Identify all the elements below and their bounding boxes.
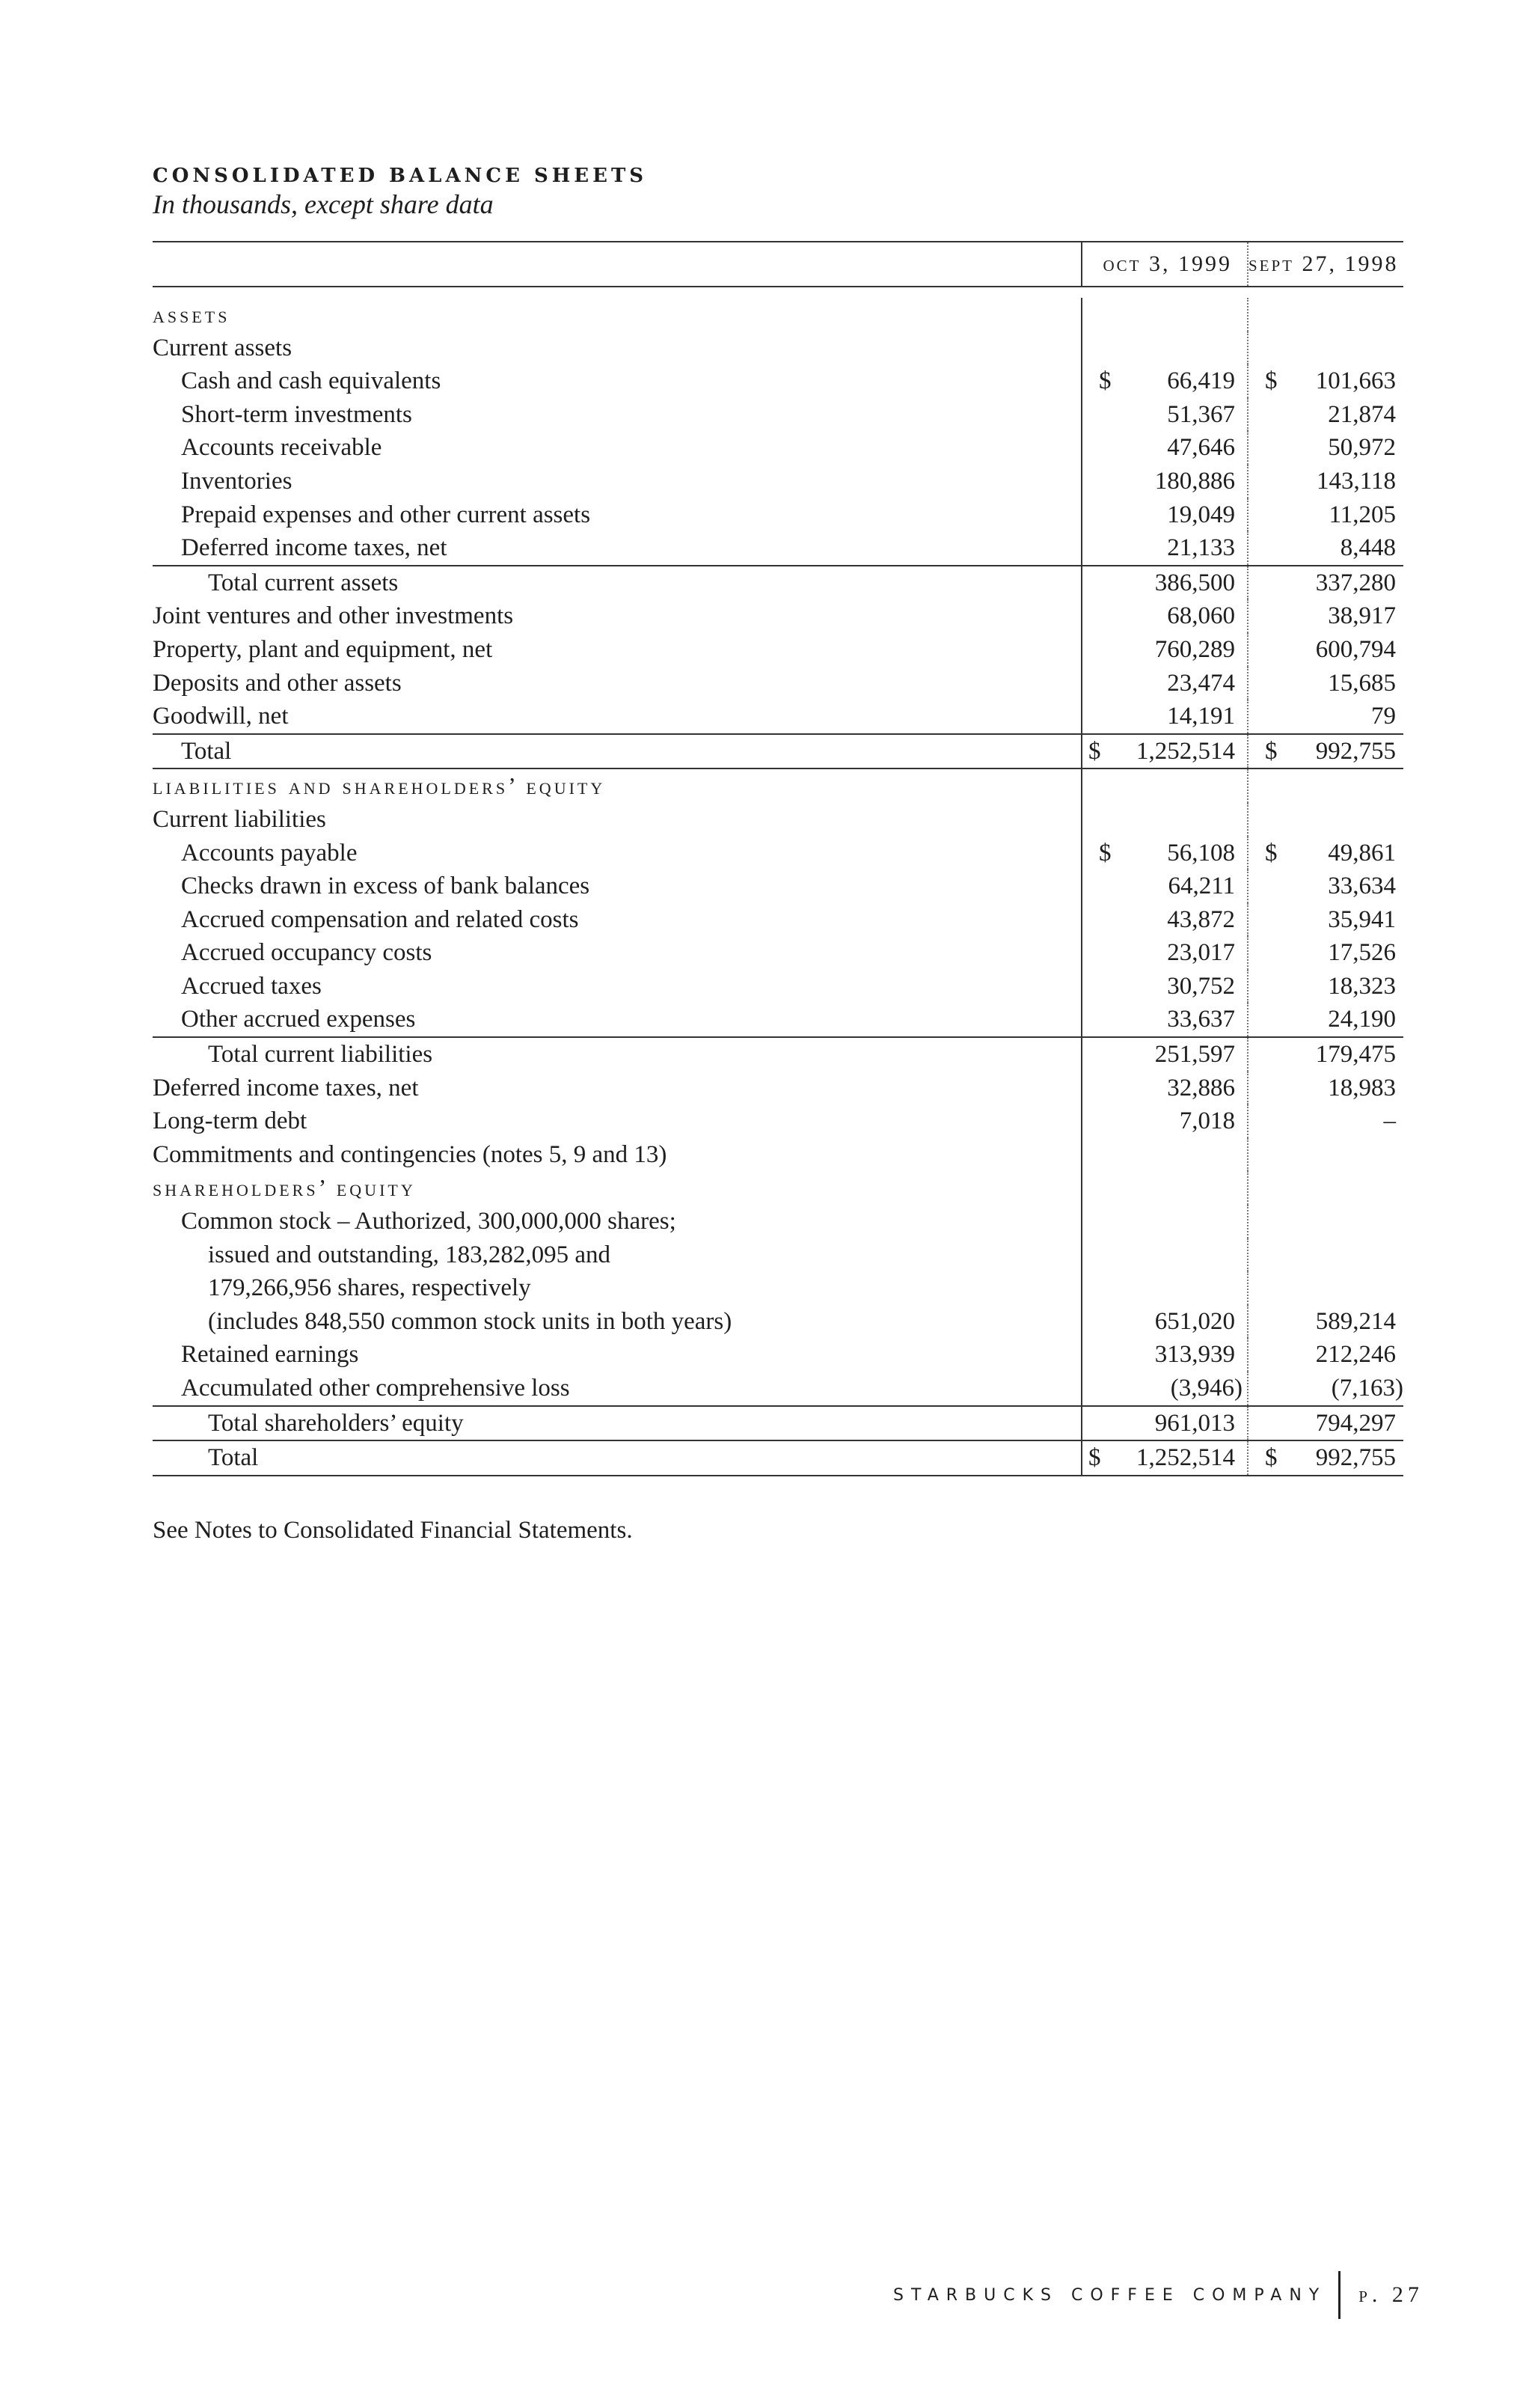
current-liabilities-label: Current liabilities bbox=[153, 805, 326, 833]
table-row: Deferred income taxes, net 21,133 8,448 bbox=[153, 531, 1403, 566]
table-row: Accounts payable $ 56,108 $ 49,861 bbox=[153, 837, 1403, 870]
balance-sheet-table bbox=[153, 241, 1403, 1476]
column-header-1999: oct 3, 1999 bbox=[1082, 242, 1248, 287]
subtotal-row: Total current assets 386,500 337,280 bbox=[153, 566, 1403, 600]
table-row: Accounts receivable 47,646 50,972 bbox=[153, 431, 1403, 465]
footnote: See Notes to Consolidated Financial Statements. bbox=[153, 1517, 633, 1544]
subheading-row bbox=[153, 803, 1403, 837]
table-row: Short-term investments 51,367 21,874 bbox=[153, 398, 1403, 432]
column-header-1998: sept 27, 1998 bbox=[1248, 242, 1403, 287]
current-assets-label: Current assets bbox=[153, 334, 292, 361]
table-row: Deposits and other assets 23,474 15,685 bbox=[153, 667, 1403, 700]
table-row: Common stock – Authorized, 300,000,000 shares; bbox=[153, 1205, 1403, 1238]
liabilities-heading: liabilities and shareholders’ equity bbox=[153, 772, 606, 800]
header-blank bbox=[153, 242, 1082, 287]
total-liabilities-equity-row: Total $ 1,252,514 $ 992,755 bbox=[153, 1440, 1403, 1476]
table-row: (includes 848,550 common stock units in both years) 651,020 589,214 bbox=[153, 1305, 1403, 1339]
page-footer bbox=[893, 2271, 1424, 2319]
table-row: Inventories 180,886 143,118 bbox=[153, 465, 1403, 498]
subtotal-row: Total current liabilities 251,597 179,475 bbox=[153, 1037, 1403, 1072]
table-row: Accrued taxes 30,752 18,323 bbox=[153, 970, 1403, 1003]
section-heading-row bbox=[153, 298, 1403, 331]
table-row: Cash and cash equivalents $ 66,419 $ 101,663 bbox=[153, 364, 1403, 398]
section-heading-row bbox=[153, 1171, 1403, 1205]
table-row: Goodwill, net 14,191 79 bbox=[153, 700, 1403, 734]
page-number: p. 27 bbox=[1358, 2282, 1424, 2307]
table-row: Other accrued expenses 33,637 24,190 bbox=[153, 1003, 1403, 1037]
table-row: Joint ventures and other investments 68,060 38,917 bbox=[153, 599, 1403, 633]
table-row: Prepaid expenses and other current assets 19,049 11,205 bbox=[153, 498, 1403, 532]
equity-heading: shareholders’ equity bbox=[153, 1174, 416, 1202]
section-heading-row bbox=[153, 768, 1403, 803]
subtotal-row: Total shareholders’ equity 961,013 794,297 bbox=[153, 1406, 1403, 1441]
table-row: issued and outstanding, 183,282,095 and bbox=[153, 1238, 1403, 1272]
footer-company: STARBUCKS COFFEE COMPANY bbox=[893, 2285, 1327, 2305]
table-row: Long-term debt 7,018 – bbox=[153, 1104, 1403, 1138]
column-header-row bbox=[153, 242, 1403, 287]
statement-title: CONSOLIDATED BALANCE SHEETS bbox=[153, 165, 648, 187]
table-row: Accrued occupancy costs 23,017 17,526 bbox=[153, 936, 1403, 970]
table-row: Accrued compensation and related costs 43,872 35,941 bbox=[153, 903, 1403, 937]
total-assets-row: Total $ 1,252,514 $ 992,755 bbox=[153, 734, 1403, 769]
statement-subtitle: In thousands, except share data bbox=[153, 189, 494, 219]
table-row: 179,266,956 shares, respectively bbox=[153, 1271, 1403, 1305]
table-row: Commitments and contingencies (notes 5, 9 and 13) bbox=[153, 1138, 1403, 1172]
table-row: Retained earnings 313,939 212,246 bbox=[153, 1338, 1403, 1372]
footer-divider bbox=[1338, 2271, 1340, 2319]
subheading-row bbox=[153, 331, 1403, 365]
table-row: Accumulated other comprehensive loss (3,946) (7,163) bbox=[153, 1372, 1403, 1406]
table-row: Property, plant and equipment, net 760,289 600,794 bbox=[153, 633, 1403, 667]
table-row: Deferred income taxes, net 32,886 18,983 bbox=[153, 1072, 1403, 1105]
table-row: Checks drawn in excess of bank balances 64,211 33,634 bbox=[153, 870, 1403, 903]
assets-heading: assets bbox=[153, 301, 230, 328]
